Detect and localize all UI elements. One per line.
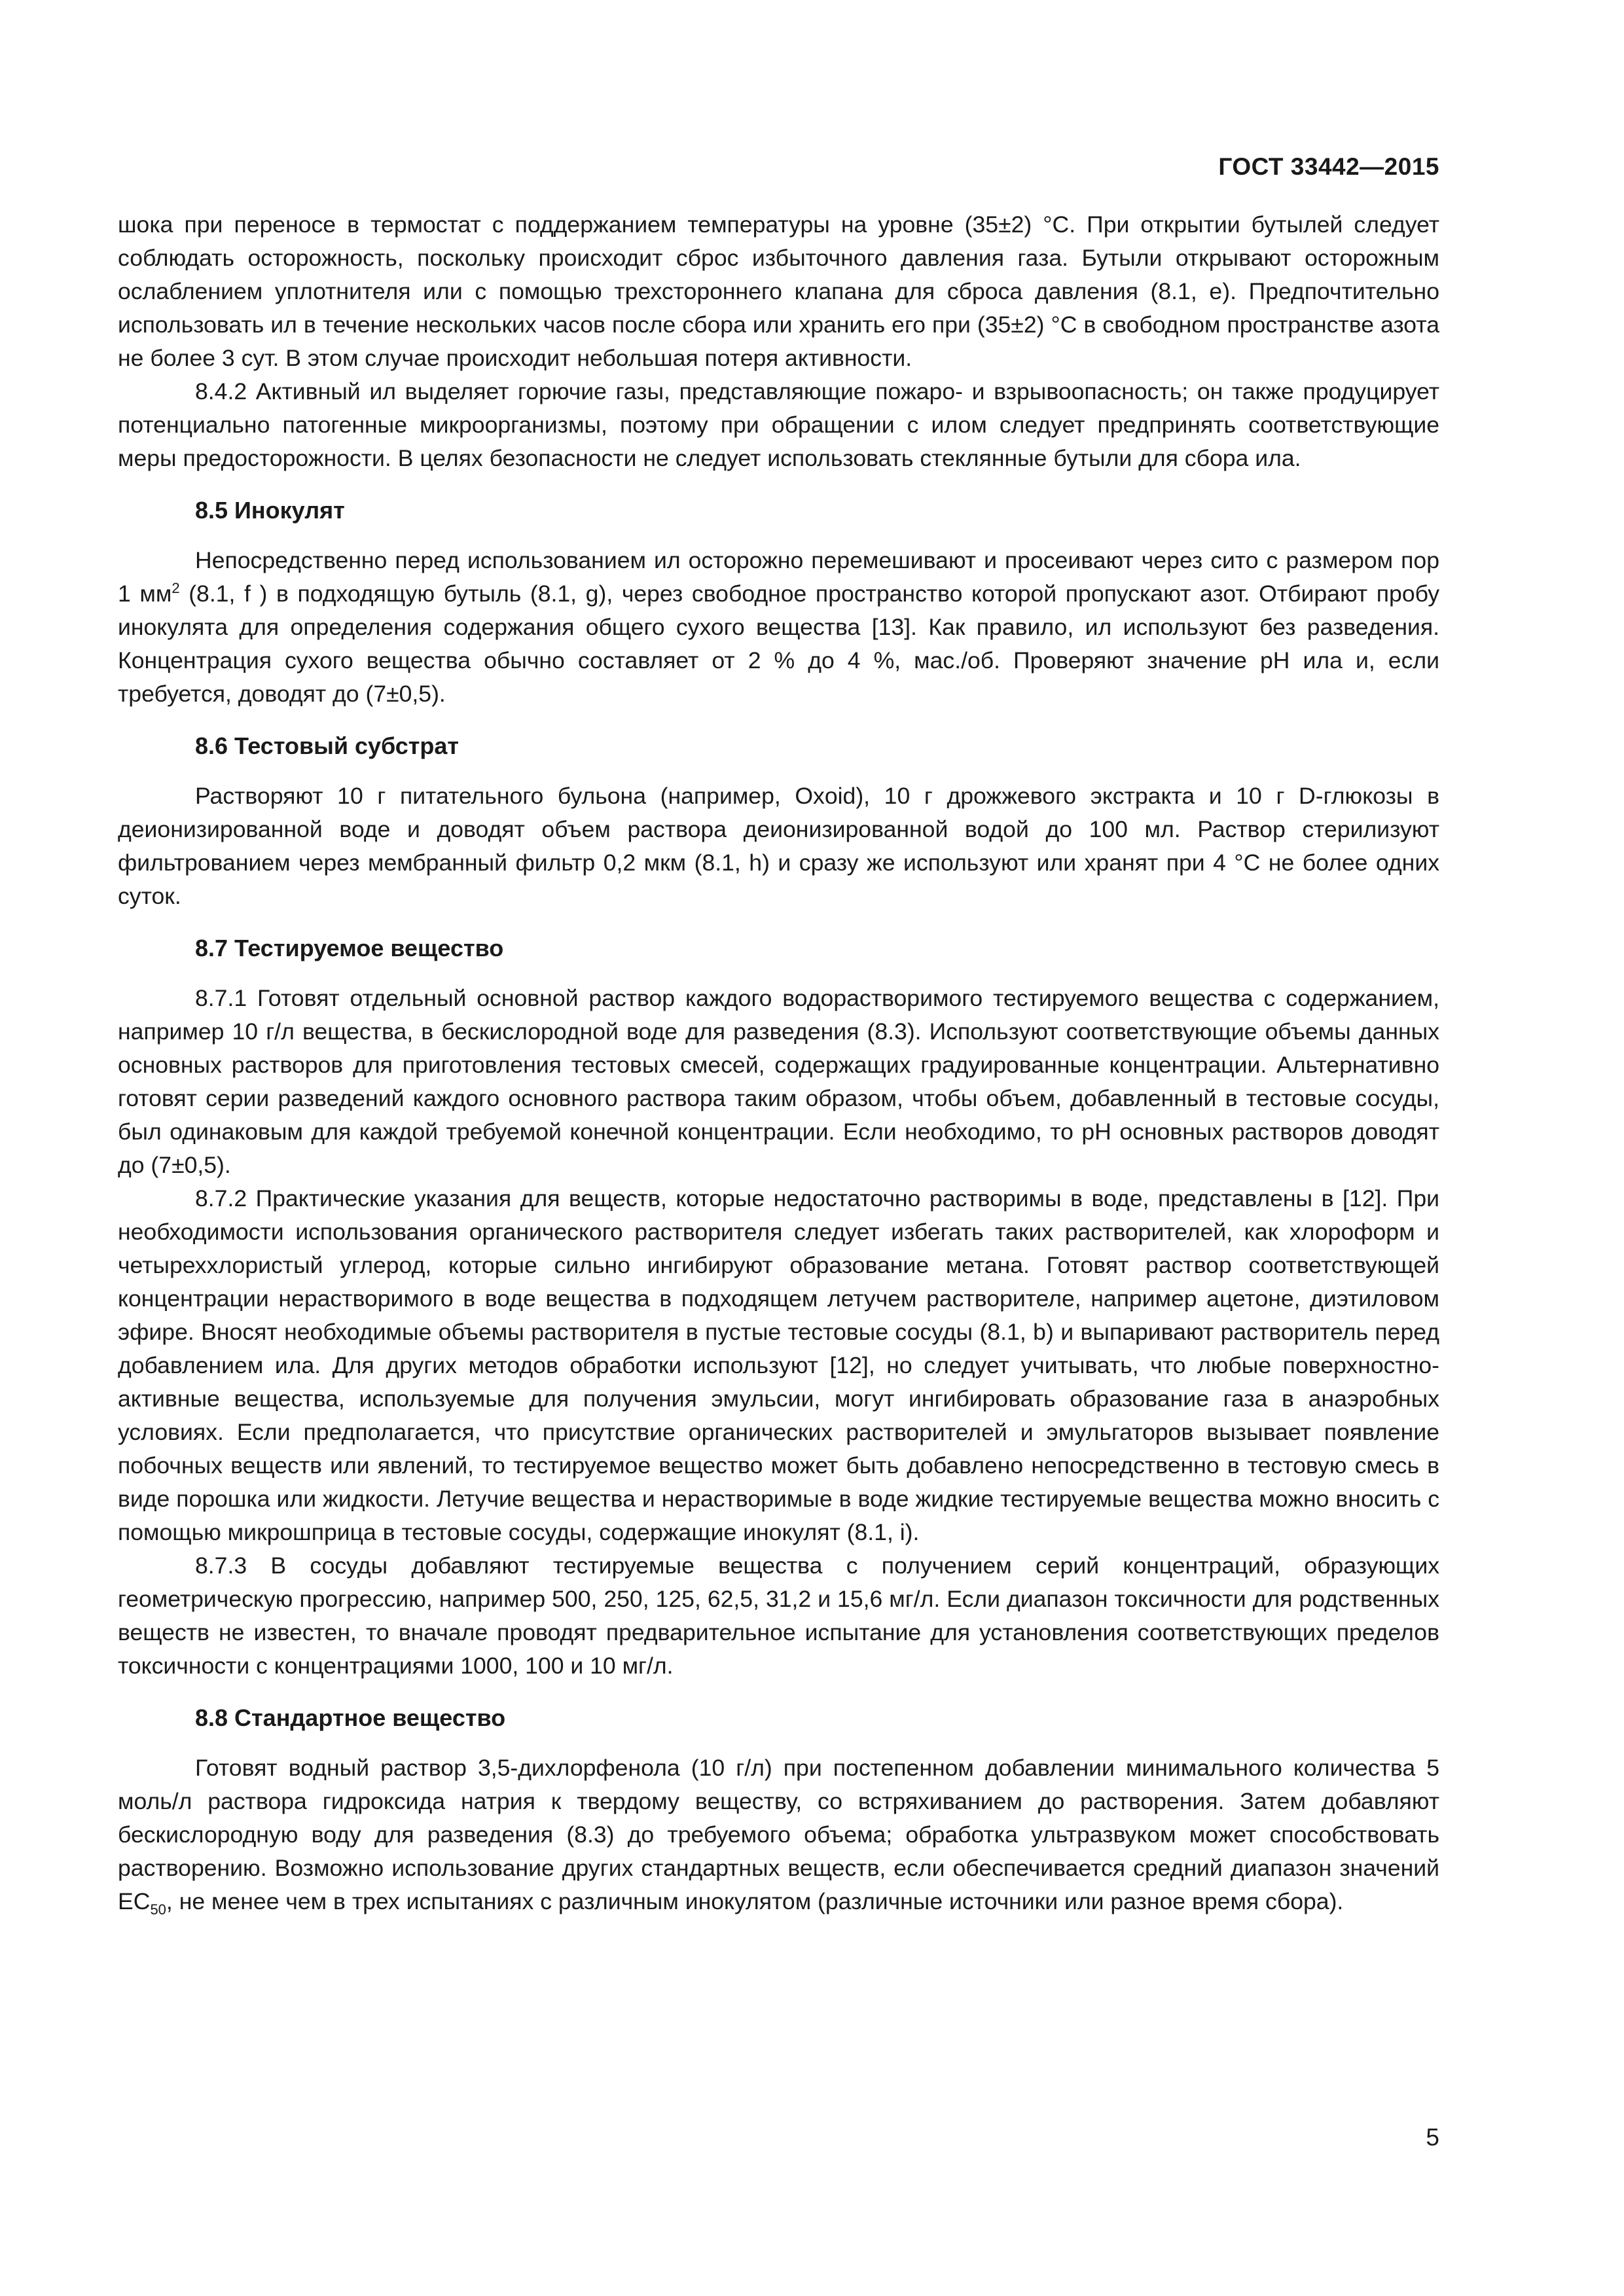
paragraph-8-7-1: 8.7.1 Готовят отдельный основной раствор каждого водорастворимого тестируемого вещества с содержанием, например 10 г/л вещества, в бескислородной воде для разведения (8.3). Используют соответствующие объемы данных основных растворов для приготовления тестовых смесей, содержащих градуированные концентрации. Альтернативно готовят серии разведений каждого основного раствора таким образом, чтобы объем, добавленный в тестовые сосуды, был одинаковым для каждой требуемой конечной концентрации. Если необходимо, то рН основных растворов доводят до (7±0,5). bbox=[118, 985, 1439, 1178]
section-heading-8-8: 8.8 Стандартное вещество bbox=[195, 1704, 506, 1731]
paragraph-8-5-text-b: (8.1, f ) в подходящую бутыль (8.1, g), через свободное пространство которой пропускают азот. Отбирают пробу инокулята для определения содержания общего сухого вещества [13]. Как правило, ил используют без разведения. Концентрация сухого вещества обычно составляет от 2 % до 4 %, мас./об. Проверяют значение рН ила и, если требуется, доводят до (7±0,5). bbox=[118, 581, 1439, 707]
paragraph-8-7-3: 8.7.3 В сосуды добавляют тестируемые вещества с получением серий концентраций, образующих геометрическую прогрессию, например 500, 250, 125, 62,5, 31,2 и 15,6 мг/л. Если диапазон токсичности для родственных веществ не известен, то вначале проводят предварительное испытание для установления соответствующих пределов токсичности с концентрациями 1000, 100 и 10 мг/л. bbox=[118, 1552, 1439, 1679]
document-body bbox=[118, 208, 1439, 1918]
document-code-header: ГОСТ 33442—2015 bbox=[1218, 153, 1439, 180]
page-number: 5 bbox=[1426, 2124, 1439, 2151]
paragraph-8-8-text-a: Готовят водный раствор 3,5-дихлорфенола (10 г/л) при постепенном добавлении минимального количества 5 моль/л раствора гидроксида натрия к твердому веществу, со встряхиванием до растворения. Затем добавляют бескислородную воду для разведения (8.3) до требуемого объема; обработка ультразвуком может способствовать растворению. Возможно использование других стандартных веществ, если обеспечивается средний диапазон значений ЕС bbox=[118, 1755, 1439, 1914]
superscript-2: 2 bbox=[171, 580, 180, 597]
paragraph-8-8 bbox=[118, 1751, 1439, 1918]
paragraph-8-5-text-a: Непосредственно перед использованием ил осторожно перемешивают и просеивают через сито с размером пор 1 мм bbox=[118, 547, 1439, 607]
section-heading-8-5: 8.5 Инокулят bbox=[195, 497, 345, 524]
paragraph-8-5 bbox=[118, 544, 1439, 711]
subscript-50: 50 bbox=[150, 1901, 166, 1918]
section-heading-8-7: 8.7 Тестируемое вещество bbox=[195, 935, 504, 961]
paragraph-continuation: шока при переносе в термостат с поддержанием температуры на уровне (35±2) °С. При открытии бутылей следует соблюдать осторожность, поскольку происходит сброс избыточного давления газа. Бутыли открывают осторожным ослаблением уплотнителя или с помощью трехстороннего клапана для сброса давления (8.1, е). Предпочтительно использовать ил в течение нескольких часов после сбора или хранить его при (35±2) °С в свободном пространстве азота не более 3 сут. В этом случае происходит небольшая потеря активности. bbox=[118, 211, 1439, 371]
paragraph-8-7-2: 8.7.2 Практические указания для веществ, которые недостаточно растворимы в воде, представлены в [12]. При необходимости использования органического растворителя следует избегать таких растворителей, как хлороформ и четыреххлористый углерод, которые сильно ингибируют образование метана. Готовят раствор соответствующей концентрации нерастворимого в воде вещества в подходящем летучем растворителе, например ацетоне, диэтиловом эфире. Вносят необходимые объемы растворителя в пустые тестовые сосуды (8.1, b) и выпаривают растворитель перед добавлением ила. Для других методов обработки используют [12], но следует учитывать, что любые поверхностно-активные вещества, используемые для получения эмульсии, могут ингибировать образование газа в анаэробных условиях. Если предполагается, что присутствие органических растворителей и эмульгаторов вызывает появление побочных веществ или явлений, то тестируемое вещество может быть добавлено непосредственно в тестовую смесь в виде порошка или жидкости. Летучие вещества и нерастворимые в воде жидкие тестируемые вещества можно вносить с помощью микрошприца в тестовые сосуды, содержащие инокулят (8.1, i). bbox=[118, 1185, 1439, 1545]
paragraph-8-4-2: 8.4.2 Активный ил выделяет горючие газы, представляющие пожаро- и взрывоопасность; он также продуцирует потенциально патогенные микроорганизмы, поэтому при обращении с илом следует предпринять соответствующие меры предосторожности. В целях безопасности не следует использовать стеклянные бутыли для сбора ила. bbox=[118, 378, 1439, 471]
paragraph-8-6: Растворяют 10 г питательного бульона (например, Oxoid), 10 г дрожжевого экстракта и 10 г D-глюкозы в деионизированной воде и доводят объем раствора деионизированной водой до 100 мл. Раствор стерилизуют фильтрованием через мембранный фильтр 0,2 мкм (8.1, h) и сразу же используют или хранят при 4 °С не более одних суток. bbox=[118, 783, 1439, 909]
paragraph-8-8-text-b: , не менее чем в трех испытаниях с различным инокулятом (различные источники или разное время сбора). bbox=[166, 1888, 1344, 1914]
section-heading-8-6: 8.6 Тестовый субстрат bbox=[195, 732, 460, 759]
